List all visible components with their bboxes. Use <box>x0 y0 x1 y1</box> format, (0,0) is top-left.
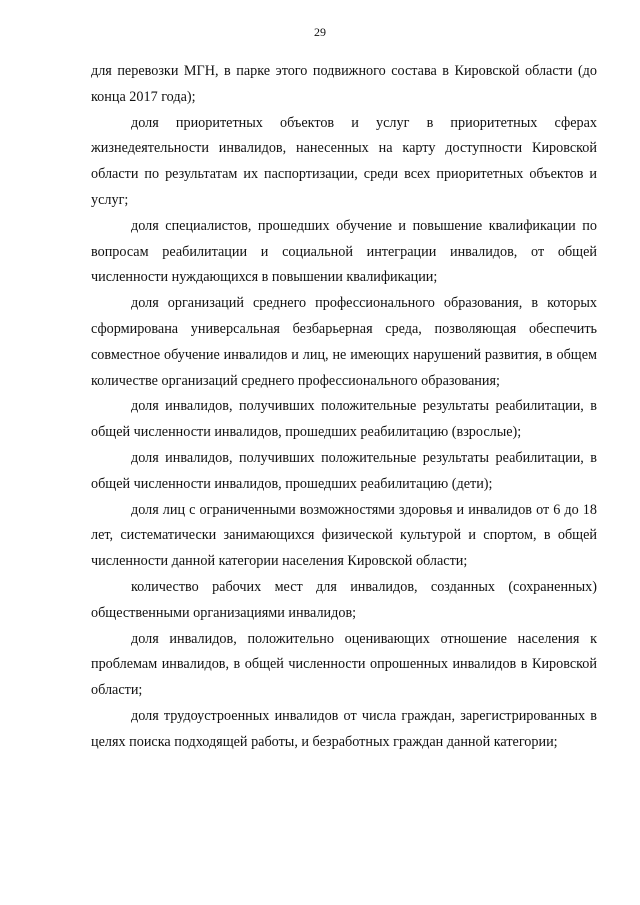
paragraph-priority-objects: доля приоритетных объектов и услуг в приоритетных сферах жизнедеятельности инвалидов, нанесенных на карту доступности Кировской области по результатам их паспортизации, среди всех приоритетных объектов и услуг; <box>91 114 597 208</box>
paragraph-vocational-organizations: доля организаций среднего профессионального образования, в которых сформирована универсальная безбарьерная среда, позволяющая обеспечить совместное обучение инвалидов и лиц, не имеющих нарушений развития, в общем количестве организаций среднего профессионального образования; <box>91 295 597 389</box>
paragraph-public-attitude: доля инвалидов, положительно оценивающих отношение населения к проблемам инвалидов, в общей численности опрошенных инвалидов в Кировской области; <box>91 630 597 699</box>
page-number: 29 <box>314 25 326 39</box>
paragraph-rehabilitation-adults: доля инвалидов, получивших положительные результаты реабилитации, в общей численности инвалидов, прошедших реабилитацию (взрослые); <box>91 398 597 441</box>
paragraph-workplaces: количество рабочих мест для инвалидов, созданных (сохраненных) общественными организациями инвалидов; <box>91 578 597 621</box>
paragraph-rehabilitation-children: доля инвалидов, получивших положительные результаты реабилитации, в общей численности инвалидов, прошедших реабилитацию (дети); <box>91 449 597 492</box>
paragraph-sports-participation: доля лиц с ограниченными возможностями здоровья и инвалидов от 6 до 18 лет, систематически занимающихся физической культурой и спортом, в общей численности данной категории населения Кировской области; <box>91 501 597 570</box>
paragraph-specialists-training: доля специалистов, прошедших обучение и повышение квалификации по вопросам реабилитации и социальной интеграции инвалидов, от общей численности нуждающихся в повышении квалификации; <box>91 217 597 286</box>
paragraph-employment: доля трудоустроенных инвалидов от числа граждан, зарегистрированных в целях поиска подходящей работы, и безработных граждан данной категории; <box>91 707 597 750</box>
paragraph-continuation: для перевозки МГН, в парке этого подвижного состава в Кировской области (до конца 2017 года); <box>91 63 597 105</box>
document-body <box>91 59 597 756</box>
